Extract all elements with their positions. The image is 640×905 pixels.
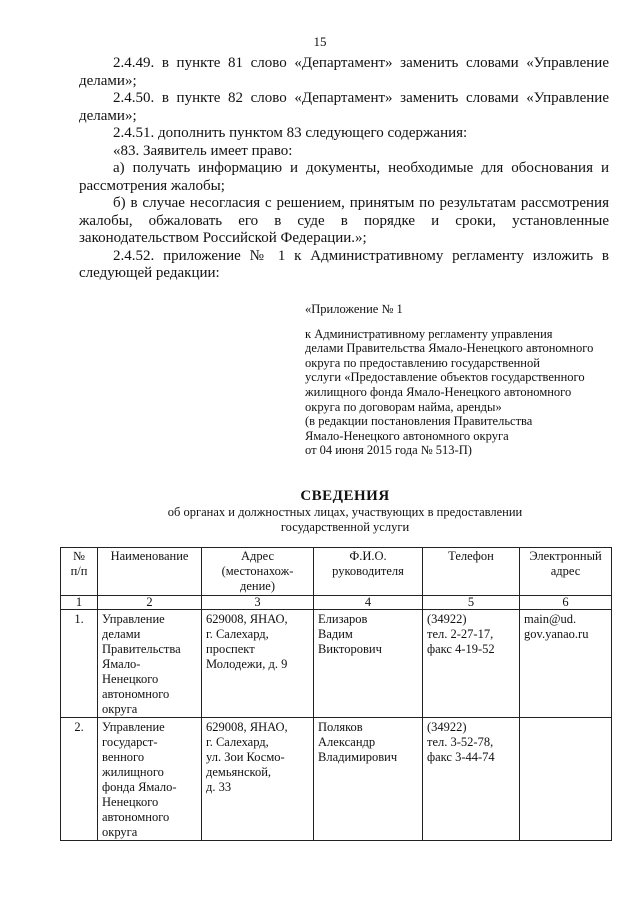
appendix-line: жилищного фонда Ямало-Ненецкого автономного (305, 384, 572, 399)
cell-line: (34922) (427, 720, 467, 734)
cell-line: Ямало- (102, 657, 141, 671)
table-cell[interactable] (520, 610, 612, 718)
appendix-line: от 04 июня 2015 года № 513-П) (305, 443, 472, 458)
header-line: Наименование (110, 549, 189, 563)
appendix-line: округа по договорам найма, аренды» (305, 399, 502, 414)
cell-line: Владимирович (318, 750, 398, 764)
page-number: 15 (313, 34, 327, 49)
table-cell (314, 610, 423, 718)
table-cell (202, 610, 314, 718)
table-cell (98, 718, 202, 841)
cell-line: факс 4-19-52 (427, 642, 495, 656)
column-number-cell: 3 (202, 596, 314, 610)
appendix-note (305, 302, 620, 458)
cell-line: (34922) (427, 612, 467, 626)
table-cell (202, 718, 314, 841)
table-row (61, 610, 612, 718)
cell-line: Управление (102, 612, 165, 626)
header-line: руководителя (332, 564, 404, 578)
section-title: СВЕДЕНИЯ (300, 488, 390, 504)
header-line: адрес (550, 564, 581, 578)
table-header-row (61, 548, 612, 596)
column-number-cell: 2 (98, 596, 202, 610)
cell-line: ул. Зои Космо- (206, 750, 285, 764)
cell-line: фонда Ямало- (102, 780, 177, 794)
table-header-cell (520, 548, 612, 596)
table-header-cell (202, 548, 314, 596)
table-cell (314, 718, 423, 841)
paragraph: 2.4.52. приложение № 1 к Административному регламенту изложить в следующей редакции: (79, 247, 609, 281)
cell-line: факс 3-44-74 (427, 750, 495, 764)
paragraph: а) получать информацию и документы, необходимые для обоснования и рассмотрения жалобы; (79, 160, 609, 194)
table-header-cell (61, 548, 98, 596)
cell-line: государст- (102, 735, 158, 749)
section-subtitle: об органах и должностных лицах, участвующих в предоставлении (167, 505, 523, 519)
cell-line: Молодежи, д. 9 (206, 657, 288, 671)
table-cell (423, 718, 520, 841)
cell-line: округа (102, 702, 138, 716)
header-line: дение) (240, 579, 275, 593)
cell-line: проспект (206, 642, 255, 656)
column-number-cell: 4 (314, 596, 423, 610)
cell-line: тел. 2-27-17, (427, 627, 494, 641)
cell-line: демьянской, (206, 765, 272, 779)
cell-line: венного (102, 750, 145, 764)
body-text (79, 55, 609, 283)
header-line: п/п (70, 564, 88, 578)
cell-line: 629008, ЯНАО, (206, 612, 288, 626)
cell-line: автономного (102, 810, 170, 824)
cell-line: тел. 3-52-78, (427, 735, 494, 749)
table-cell (423, 610, 520, 718)
cell-line: делами (102, 627, 141, 641)
column-number-row (61, 596, 612, 610)
cell-line: 2. (74, 720, 84, 734)
cell-line: Елизаров (318, 612, 368, 626)
cell-line: Правительства (102, 642, 181, 656)
section-subtitle: государственной услуги (280, 520, 410, 534)
paragraph: 2.4.51. дополнить пунктом 83 следующего содержания: (113, 125, 468, 141)
table-cell (520, 718, 612, 841)
appendix-line: к Административному регламенту управления (305, 326, 553, 341)
cell-line: округа (102, 825, 138, 839)
cell-line: 1. (74, 612, 84, 626)
header-line: Телефон (448, 549, 494, 563)
info-table (60, 547, 612, 841)
section-title-block (60, 487, 630, 535)
cell-line: жилищного (102, 765, 164, 779)
table-cell (61, 718, 98, 841)
column-number-cell: 6 (520, 596, 612, 610)
header-line: Ф.И.О. (349, 549, 387, 563)
paragraph: 2.4.49. в пункте 81 слово «Департамент» заменить словами «Управление делами»; (79, 55, 609, 89)
cell-line: д. 33 (206, 780, 232, 794)
cell-line: Вадим (318, 627, 353, 641)
header-line: Электронный (529, 549, 602, 563)
table-header-cell (314, 548, 423, 596)
table-row (61, 718, 612, 841)
table-header-cell (423, 548, 520, 596)
cell-line: г. Салехард, (206, 735, 269, 749)
cell-line: gov.yanao.ru (524, 627, 589, 641)
table-cell (61, 610, 98, 718)
header-line: № (73, 549, 85, 563)
paragraph: «83. Заявитель имеет право: (113, 142, 293, 159)
header-line: (местонахож- (221, 564, 294, 578)
appendix-title: «Приложение № 1 (305, 302, 403, 316)
paragraph: б) в случае несогласия с решением, принятым по результатам рассмотрения жалобы, обжаловать его в суде в порядке и сроки, установленные законодательством Российской Федерации.»; (79, 195, 609, 246)
cell-line: Управление (102, 720, 165, 734)
cell-line: Александр (318, 735, 376, 749)
cell-line: Поляков (318, 720, 363, 734)
table-cell (98, 610, 202, 718)
cell-line: 629008, ЯНАО, (206, 720, 288, 734)
cell-line: г. Салехард, (206, 627, 269, 641)
appendix-line: делами Правительства Ямало-Ненецкого автономного (305, 341, 594, 356)
cell-line: автономного (102, 687, 170, 701)
cell-line: Ненецкого (102, 795, 159, 809)
appendix-line: округа по предоставлению государственной (305, 355, 540, 370)
column-number-cell: 1 (61, 596, 98, 610)
cell-line: main@ud. (524, 612, 577, 626)
appendix-line: услуги «Предоставление объектов государственного (305, 370, 585, 385)
column-number-cell: 5 (423, 596, 520, 610)
cell-line: Ненецкого (102, 672, 159, 686)
appendix-line: Ямало-Ненецкого автономного округа (305, 428, 509, 443)
appendix-line: (в редакции постановления Правительства (305, 414, 533, 429)
table-header-cell (98, 548, 202, 596)
cell-line: Викторович (318, 642, 382, 656)
paragraph: 2.4.50. в пункте 82 слово «Департамент» заменить словами «Управление делами»; (79, 90, 609, 124)
header-line: Адрес (240, 549, 275, 563)
